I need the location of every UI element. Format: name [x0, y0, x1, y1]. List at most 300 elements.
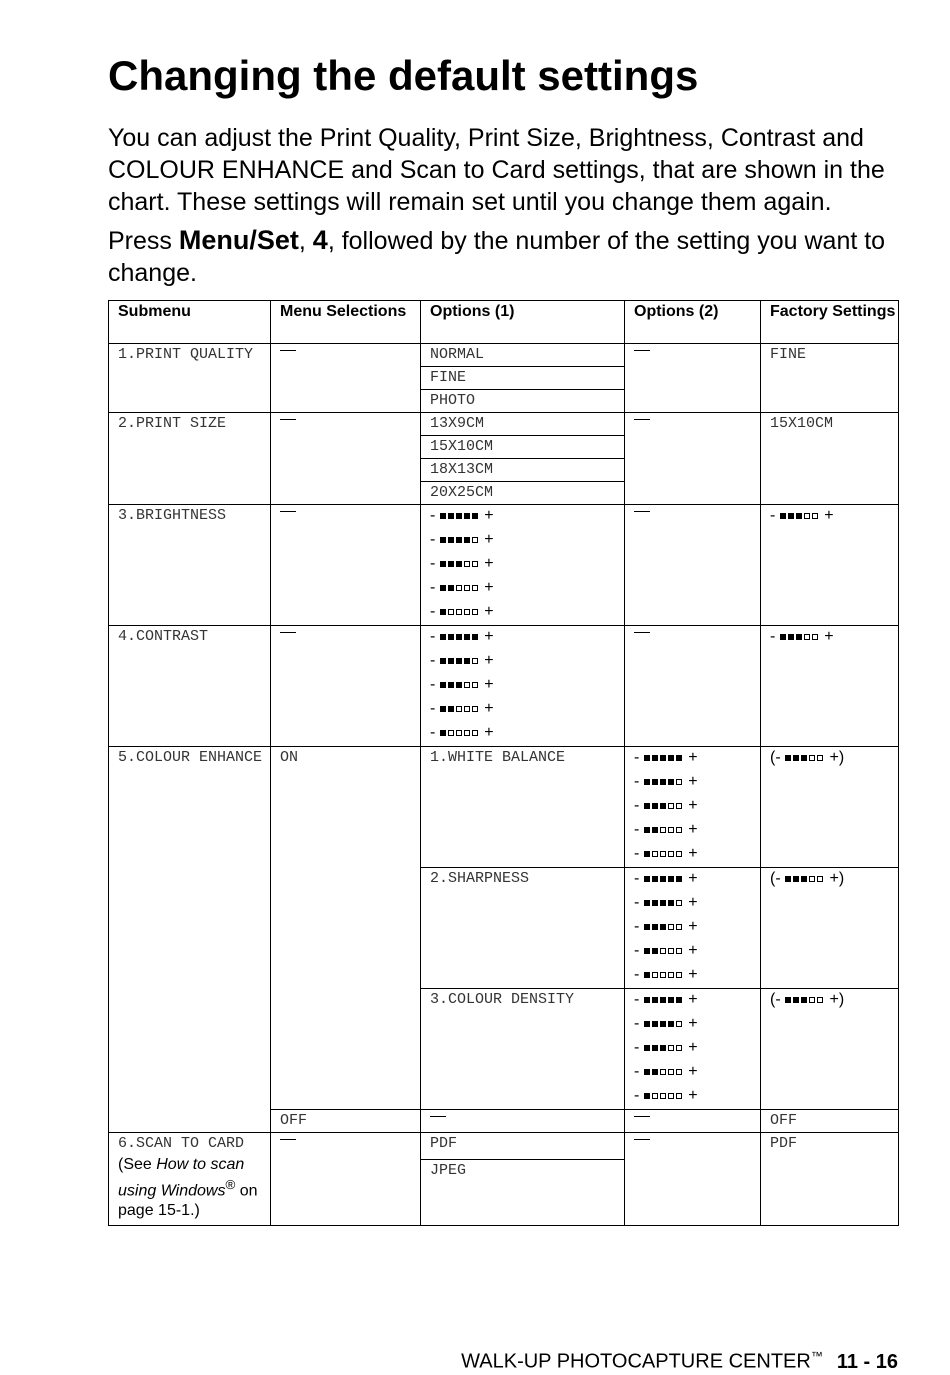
level-list-slot	[430, 626, 624, 746]
filled-square-icon	[448, 561, 454, 567]
header-factory-settings: Factory Settings	[761, 301, 899, 344]
dash-mark	[634, 632, 650, 633]
plus-sign: +	[683, 966, 698, 983]
filled-square-icon	[644, 900, 650, 906]
plus-sign: +	[683, 773, 698, 790]
empty-square-icon	[668, 1093, 674, 1099]
level-indicator	[770, 626, 898, 650]
level-list	[625, 747, 761, 868]
minus-sign: -	[634, 797, 644, 814]
empty-square-icon	[660, 827, 666, 833]
level-indicator	[430, 577, 624, 601]
empty-square-icon	[817, 876, 823, 882]
plus-sign: +	[683, 894, 698, 911]
factory-level-slot	[770, 626, 898, 650]
option-white-balance: 1.WHITE BALANCE	[421, 747, 625, 868]
filled-square-icon	[644, 803, 650, 809]
empty-square-icon	[668, 827, 674, 833]
plus-sign: +	[683, 749, 698, 766]
filled-square-icon	[464, 537, 470, 543]
option-colour-density: 3.COLOUR DENSITY	[421, 989, 625, 1110]
colour-factory-slot	[770, 868, 898, 892]
table-row	[109, 344, 899, 367]
table-header-row	[109, 301, 899, 344]
header-options-1: Options (1)	[421, 301, 625, 344]
level-indicator	[770, 989, 898, 1013]
filled-square-icon	[456, 537, 462, 543]
filled-square-icon	[796, 634, 802, 640]
options-2-cell	[625, 505, 761, 626]
dash-mark	[280, 350, 296, 351]
level-list	[625, 989, 761, 1110]
level-indicator	[634, 1013, 760, 1037]
empty-square-icon	[472, 561, 478, 567]
filled-square-icon	[456, 658, 462, 664]
empty-square-icon	[456, 706, 462, 712]
scan-note-link: How to scan using Windows	[118, 1156, 245, 1200]
plus-sign: +	[683, 870, 698, 887]
level-list-slot	[634, 868, 760, 988]
filled-square-icon	[644, 876, 650, 882]
plus-sign: +	[683, 942, 698, 959]
minus-sign: -	[634, 991, 644, 1008]
submenu-scan-to-card: 6.SCAN TO CARD	[118, 1135, 245, 1152]
filled-square-icon	[440, 561, 446, 567]
level-list-slot	[430, 505, 624, 625]
filled-square-icon	[440, 634, 446, 640]
minus-sign: -	[430, 724, 440, 741]
filled-square-icon	[644, 755, 650, 761]
empty-square-icon	[472, 730, 478, 736]
dash-mark	[634, 419, 650, 420]
header-menu-selections: Menu Selections	[271, 301, 421, 344]
level-indicator	[634, 989, 760, 1013]
empty-square-icon	[676, 827, 682, 833]
filled-square-icon	[660, 1045, 666, 1051]
minus-sign: -	[430, 676, 440, 693]
filled-square-icon	[652, 755, 658, 761]
filled-square-icon	[780, 513, 786, 519]
empty-square-icon	[456, 609, 462, 615]
options-2-cell	[625, 344, 761, 413]
minus-sign: -	[634, 749, 644, 766]
level-list-slot	[634, 747, 760, 867]
factory-level	[761, 626, 899, 747]
level-indicator	[634, 1085, 760, 1109]
submenu-scan-to-card-cell	[109, 1133, 271, 1226]
filled-square-icon	[644, 948, 650, 954]
plus-sign: +	[479, 700, 494, 717]
filled-square-icon	[676, 997, 682, 1003]
submenu-contrast: 4.CONTRAST	[109, 626, 271, 747]
minus-sign: -	[634, 1015, 644, 1032]
level-indicator	[634, 819, 760, 843]
factory-print-quality: FINE	[761, 344, 899, 413]
colour-factory-level	[761, 747, 899, 868]
level-indicator	[430, 698, 624, 722]
filled-square-icon	[796, 513, 802, 519]
menu-selection-cell	[271, 1133, 421, 1226]
minus-sign: -	[634, 918, 644, 935]
dash-mark	[430, 1116, 446, 1117]
menu-selection-on: ON	[271, 747, 421, 1110]
filled-square-icon	[652, 900, 658, 906]
filled-square-icon	[652, 803, 658, 809]
minus-sign: -	[634, 1039, 644, 1056]
empty-square-icon	[804, 634, 810, 640]
filled-square-icon	[676, 755, 682, 761]
filled-square-icon	[660, 900, 666, 906]
filled-square-icon	[448, 513, 454, 519]
table-row	[109, 1133, 899, 1160]
empty-square-icon	[676, 1093, 682, 1099]
filled-square-icon	[660, 924, 666, 930]
filled-square-icon	[464, 658, 470, 664]
minus-sign: -	[634, 966, 644, 983]
empty-square-icon	[472, 609, 478, 615]
filled-square-icon	[644, 1069, 650, 1075]
empty-square-icon	[652, 972, 658, 978]
plus-sign: +	[683, 1063, 698, 1080]
empty-square-icon	[676, 972, 682, 978]
filled-square-icon	[644, 1021, 650, 1027]
empty-square-icon	[668, 851, 674, 857]
minus-sign: -	[634, 821, 644, 838]
empty-square-icon	[456, 730, 462, 736]
dash-mark	[280, 511, 296, 512]
filled-square-icon	[456, 513, 462, 519]
submenu-brightness: 3.BRIGHTNESS	[109, 505, 271, 626]
minus-sign: -	[634, 894, 644, 911]
option-cell: FINE	[421, 367, 625, 390]
dash-mark	[634, 1139, 650, 1140]
filled-square-icon	[801, 876, 807, 882]
minus-sign: -	[430, 531, 440, 548]
empty-square-icon	[456, 585, 462, 591]
empty-square-icon	[817, 997, 823, 1003]
level-list	[625, 868, 761, 989]
dash-mark	[280, 632, 296, 633]
empty-square-icon	[652, 1093, 658, 1099]
filled-square-icon	[652, 1021, 658, 1027]
page-number: 11 - 16	[836, 1350, 898, 1373]
filled-square-icon	[652, 1045, 658, 1051]
filled-square-icon	[668, 876, 674, 882]
empty-square-icon	[676, 1021, 682, 1027]
filled-square-icon	[644, 851, 650, 857]
minus-sign: -	[430, 555, 440, 572]
option-cell: 18X13CM	[421, 459, 625, 482]
filled-square-icon	[652, 1069, 658, 1075]
filled-square-icon	[448, 658, 454, 664]
filled-square-icon	[440, 730, 446, 736]
options-2-cell	[625, 413, 761, 505]
scan-note-prefix: (See	[118, 1156, 157, 1173]
option-sharpness: 2.SHARPNESS	[421, 868, 625, 989]
filled-square-icon	[440, 585, 446, 591]
level-indicator	[430, 626, 624, 650]
empty-square-icon	[676, 803, 682, 809]
empty-square-icon	[817, 755, 823, 761]
menu-selection-cell	[271, 505, 421, 626]
menu-set-key: Menu/Set	[178, 225, 299, 255]
level-indicator	[634, 1037, 760, 1061]
instruction-paragraph	[108, 224, 908, 289]
level-indicator	[430, 505, 624, 529]
minus-sign: -	[634, 870, 644, 887]
filled-square-icon	[668, 779, 674, 785]
filled-square-icon	[660, 997, 666, 1003]
level-indicator	[770, 868, 898, 892]
level-list-slot	[634, 989, 760, 1109]
instruction-text: , followed by the number of the setting you want to change.	[108, 227, 886, 287]
level-indicator	[770, 505, 898, 529]
dash-mark	[634, 350, 650, 351]
filled-square-icon	[668, 755, 674, 761]
filled-square-icon	[676, 876, 682, 882]
filled-square-icon	[793, 755, 799, 761]
empty-square-icon	[809, 755, 815, 761]
plus-sign: +	[683, 1087, 698, 1104]
filled-square-icon	[440, 513, 446, 519]
filled-square-icon	[440, 658, 446, 664]
plus-sign: +	[479, 579, 494, 596]
plus-sign: +	[683, 797, 698, 814]
empty-square-icon	[809, 876, 815, 882]
colour-factory-slot	[770, 747, 898, 771]
empty-square-icon	[464, 609, 470, 615]
filled-square-icon	[652, 948, 658, 954]
level-indicator	[634, 964, 760, 988]
empty-square-icon	[472, 658, 478, 664]
factory-print-size: 15X10CM	[761, 413, 899, 505]
level-indicator	[634, 747, 760, 771]
minus-sign: -	[634, 773, 644, 790]
empty-square-icon	[464, 730, 470, 736]
empty-square-icon	[660, 1069, 666, 1075]
table-row	[109, 747, 899, 868]
level-indicator	[634, 771, 760, 795]
filled-square-icon	[644, 997, 650, 1003]
filled-square-icon	[785, 755, 791, 761]
filled-square-icon	[464, 513, 470, 519]
instruction-text: ,	[298, 227, 313, 255]
option-cell: 20X25CM	[421, 482, 625, 505]
empty-square-icon	[472, 706, 478, 712]
option-cell: 13X9CM	[421, 413, 625, 436]
filled-square-icon	[660, 876, 666, 882]
empty-square-icon	[660, 851, 666, 857]
colour-factory-slot	[770, 989, 898, 1013]
factory-level-slot	[770, 505, 898, 529]
empty-square-icon	[668, 924, 674, 930]
empty-square-icon	[668, 1069, 674, 1075]
filled-square-icon	[785, 997, 791, 1003]
level-indicator	[770, 747, 898, 771]
minus-sign: -	[430, 700, 440, 717]
page-footer	[461, 1343, 898, 1375]
dash-mark	[634, 1116, 650, 1117]
filled-square-icon	[440, 682, 446, 688]
colour-factory-level	[761, 989, 899, 1110]
filled-square-icon	[644, 924, 650, 930]
filled-square-icon	[456, 561, 462, 567]
level-indicator	[430, 674, 624, 698]
plus-sign: +)	[825, 749, 845, 766]
minus-sign: -	[634, 1087, 644, 1104]
option-cell: 15X10CM	[421, 436, 625, 459]
filled-square-icon	[660, 755, 666, 761]
plus-sign: +	[479, 603, 494, 620]
level-indicator	[634, 843, 760, 867]
filled-square-icon	[668, 997, 674, 1003]
filled-square-icon	[652, 924, 658, 930]
empty-square-icon	[676, 1069, 682, 1075]
filled-square-icon	[644, 972, 650, 978]
plus-sign: +	[683, 1015, 698, 1032]
filled-square-icon	[644, 827, 650, 833]
level-indicator	[634, 916, 760, 940]
options-2-cell	[625, 1110, 761, 1133]
menu-selection-off: OFF	[271, 1110, 421, 1133]
plus-sign: +)	[825, 870, 845, 887]
filled-square-icon	[788, 634, 794, 640]
filled-square-icon	[440, 537, 446, 543]
filled-square-icon	[448, 682, 454, 688]
empty-square-icon	[809, 997, 815, 1003]
level-indicator	[634, 1061, 760, 1085]
options-2-cell	[625, 626, 761, 747]
empty-square-icon	[676, 900, 682, 906]
filled-square-icon	[668, 1021, 674, 1027]
filled-square-icon	[472, 634, 478, 640]
menu-selection-cell	[271, 626, 421, 747]
intro-paragraph: You can adjust the Print Quality, Print Size, Brightness, Contrast and COLOUR ENHANCE and Scan to Card settings, that are shown in the chart. These settings will remain set until you change them again.	[108, 124, 885, 216]
filled-square-icon	[448, 634, 454, 640]
trademark-mark: ™	[810, 1349, 823, 1363]
dash-mark	[280, 1139, 296, 1140]
minus-sign: -	[634, 1063, 644, 1080]
level-indicator	[634, 868, 760, 892]
instruction-text: Press	[108, 227, 179, 255]
filled-square-icon	[448, 537, 454, 543]
empty-square-icon	[464, 585, 470, 591]
empty-square-icon	[676, 924, 682, 930]
filled-square-icon	[801, 755, 807, 761]
plus-sign: +	[479, 676, 494, 693]
scan-note	[118, 1155, 270, 1221]
minus-sign: (-	[770, 991, 786, 1008]
menu-selection-cell	[271, 344, 421, 413]
option-cell: JPEG	[421, 1159, 625, 1226]
table-row	[109, 626, 899, 747]
empty-square-icon	[472, 682, 478, 688]
factory-scan-to-card: PDF	[761, 1133, 899, 1226]
submenu-colour-enhance: 5.COLOUR ENHANCE	[109, 747, 271, 1133]
minus-sign: (-	[770, 749, 786, 766]
empty-square-icon	[668, 972, 674, 978]
plus-sign: +	[683, 918, 698, 935]
table-row	[109, 505, 899, 626]
minus-sign: -	[770, 628, 780, 645]
plus-sign: +	[819, 628, 834, 645]
level-indicator	[430, 553, 624, 577]
header-submenu: Submenu	[109, 301, 271, 344]
empty-square-icon	[448, 730, 454, 736]
menu-selection-cell	[271, 413, 421, 505]
minus-sign: (-	[770, 870, 786, 887]
filled-square-icon	[644, 1045, 650, 1051]
filled-square-icon	[472, 513, 478, 519]
registered-mark: ®	[225, 1177, 236, 1192]
level-list	[421, 626, 625, 747]
plus-sign: +	[479, 724, 494, 741]
filled-square-icon	[456, 634, 462, 640]
empty-square-icon	[464, 561, 470, 567]
filled-square-icon	[448, 585, 454, 591]
scan-note-suffix: on page 15-1.)	[118, 1182, 258, 1220]
filled-square-icon	[801, 997, 807, 1003]
empty-square-icon	[660, 972, 666, 978]
filled-square-icon	[660, 1021, 666, 1027]
factory-level	[761, 505, 899, 626]
empty-square-icon	[668, 803, 674, 809]
dash-mark	[280, 419, 296, 420]
options-1-cell	[421, 1110, 625, 1133]
level-indicator	[634, 795, 760, 819]
plus-sign: +	[683, 1039, 698, 1056]
minus-sign: -	[634, 845, 644, 862]
filled-square-icon	[652, 997, 658, 1003]
minus-sign: -	[430, 507, 440, 524]
minus-sign: -	[430, 652, 440, 669]
table-row	[109, 413, 899, 436]
options-2-cell	[625, 1133, 761, 1226]
minus-sign: -	[770, 507, 780, 524]
filled-square-icon	[440, 706, 446, 712]
empty-square-icon	[676, 948, 682, 954]
option-cell: PHOTO	[421, 390, 625, 413]
filled-square-icon	[652, 876, 658, 882]
level-list	[421, 505, 625, 626]
filled-square-icon	[464, 634, 470, 640]
footer-text: WALK-UP PHOTOCAPTURE CENTER	[461, 1350, 811, 1373]
empty-square-icon	[804, 513, 810, 519]
key-4: 4	[312, 225, 328, 255]
level-indicator	[634, 892, 760, 916]
level-indicator	[634, 940, 760, 964]
minus-sign: -	[430, 579, 440, 596]
empty-square-icon	[472, 537, 478, 543]
settings-table	[108, 300, 899, 1226]
plus-sign: +	[479, 531, 494, 548]
minus-sign: -	[430, 603, 440, 620]
filled-square-icon	[785, 876, 791, 882]
empty-square-icon	[676, 1045, 682, 1051]
plus-sign: +	[819, 507, 834, 524]
filled-square-icon	[660, 803, 666, 809]
minus-sign: -	[634, 942, 644, 959]
filled-square-icon	[652, 779, 658, 785]
filled-square-icon	[793, 876, 799, 882]
dash-mark	[634, 511, 650, 512]
header-options-2: Options (2)	[625, 301, 761, 344]
filled-square-icon	[644, 779, 650, 785]
plus-sign: +	[683, 845, 698, 862]
option-cell: NORMAL	[421, 344, 625, 367]
filled-square-icon	[793, 997, 799, 1003]
empty-square-icon	[464, 706, 470, 712]
